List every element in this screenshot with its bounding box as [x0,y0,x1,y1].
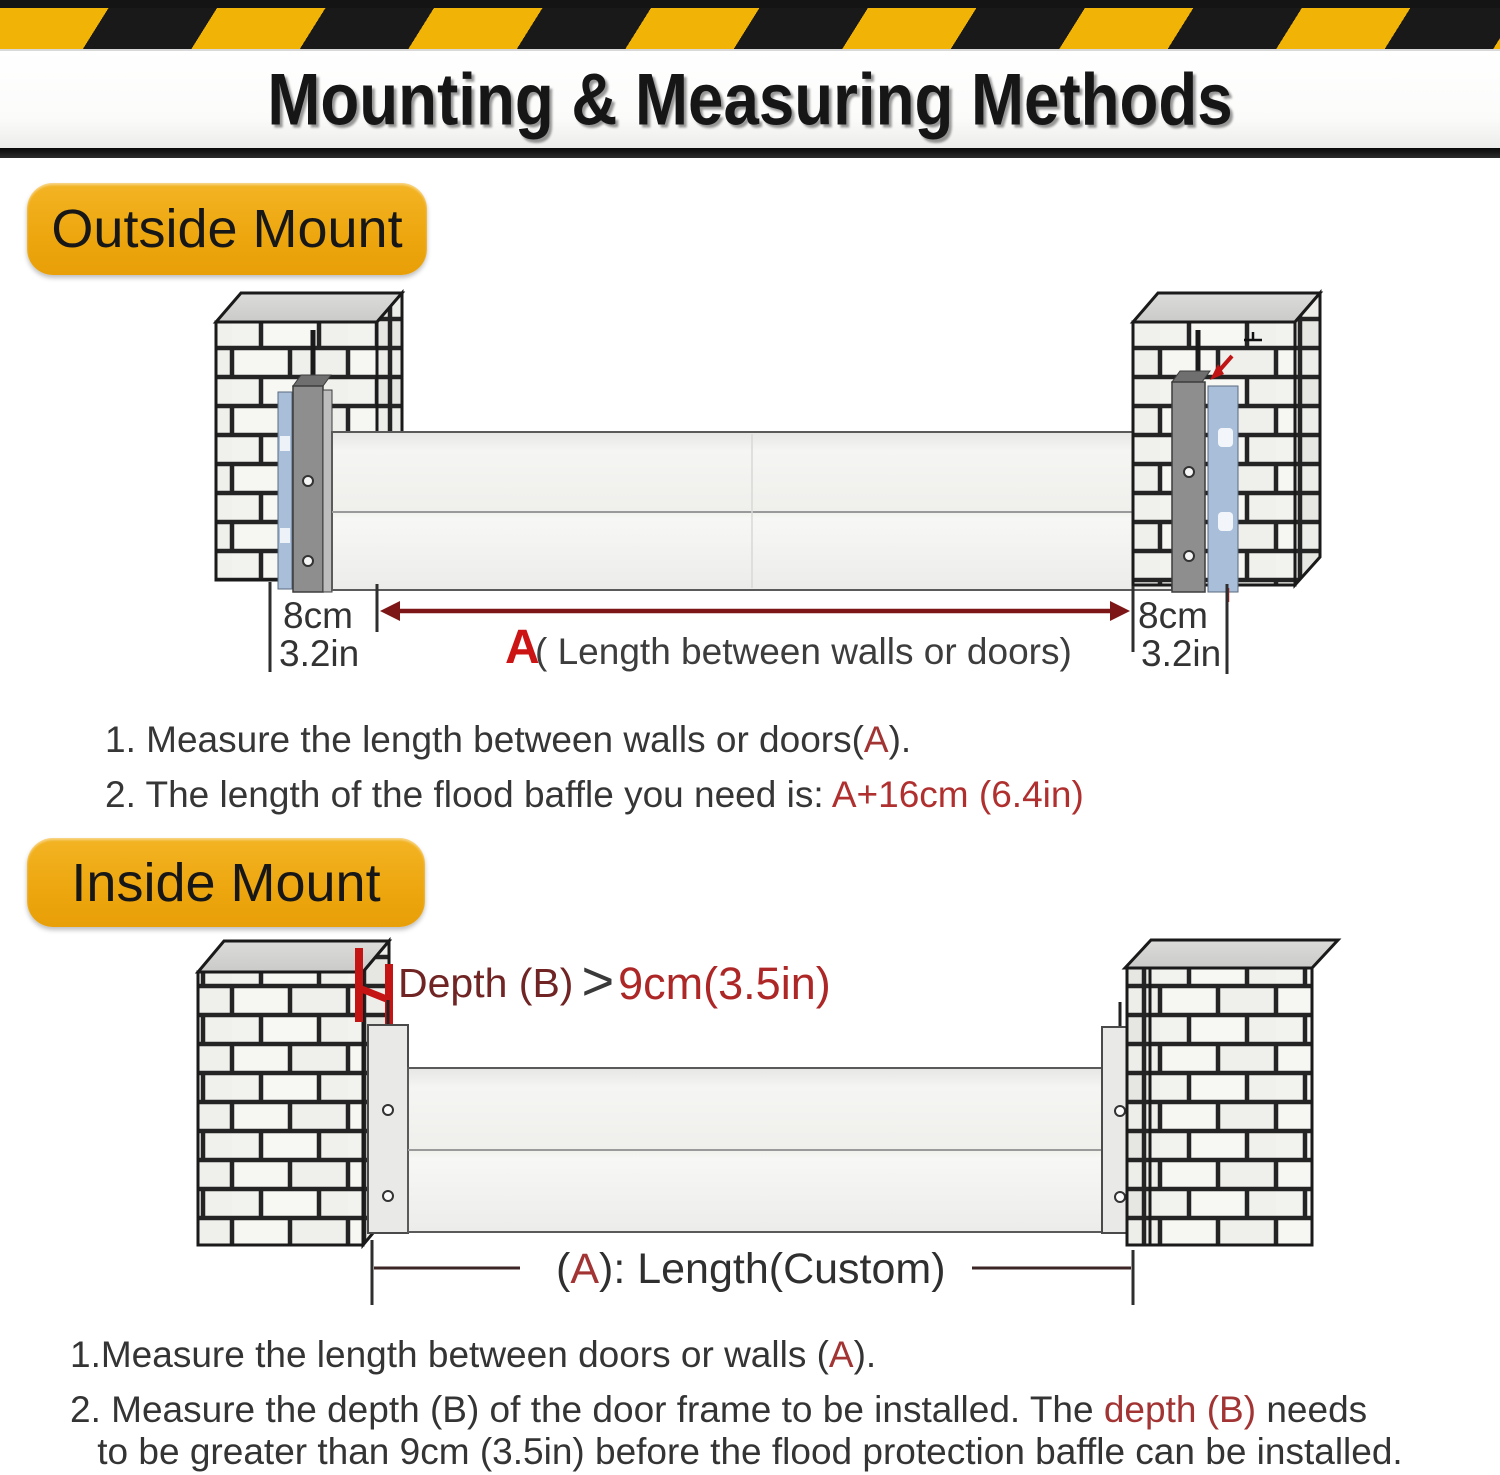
outside-flood-barrier [332,432,1172,590]
inside-step-2-depth: depth (B) [1103,1389,1257,1430]
outside-step-2: 2. The length of the flood baffle you need is: A+16cm (6.4in) [105,774,1084,815]
screw-hole [1184,467,1194,477]
outside-dim-left-in: 3.2in [279,633,360,674]
inside-dim-caption: (A): Length(Custom) [556,1245,946,1293]
outside-dim-right-cm: 8cm [1138,595,1208,636]
outside-mount-badge-label: Outside Mount [51,199,403,259]
inside-step-1: 1.Measure the length between doors or walls (A). [70,1334,877,1375]
inside-step-2: 2. Measure the depth (B) of the door frame to be installed. The depth (B) needs [70,1389,1368,1430]
depth-label: Depth (B) [398,960,574,1006]
inside-mount-badge-label: Inside Mount [71,852,381,913]
screw-hole [1115,1192,1125,1202]
outside-step-1: 1. Measure the length between walls or doors(A). [105,719,912,760]
outside-right-seal-strip [1208,386,1238,602]
page-title: Mounting & Measuring Methods [267,58,1233,141]
outside-dim-right-in: 3.2in [1141,633,1222,674]
depth-value: 9cm(3.5in) [618,957,831,1009]
depth-annotation [398,948,831,1019]
screw-hole [1184,551,1194,561]
inside-left-channel-bracket [368,1000,408,1233]
outside-step-1-a: A [863,719,889,760]
inside-flood-barrier [408,1068,1102,1232]
inside-step-1-a: A [828,1334,854,1375]
outside-dim-letter-a: A [505,621,540,674]
outside-dim-caption: ( Length between walls or doors) [535,631,1072,672]
screw-hole [303,476,313,486]
inside-step-2-continued: to be greater than 9cm (3.5in) before the flood protection baffle can be installed. [97,1431,1403,1472]
screw-hole [383,1105,393,1115]
inside-right-brick-pillar [1125,940,1338,1245]
greater-than-sign: > [581,949,615,1012]
screw-hole [1115,1106,1125,1116]
outside-left-seal-strip [278,392,292,589]
outside-step-2-value: A+16cm (6.4in) [831,774,1084,815]
inside-dim-letter-a: A [570,1245,600,1293]
outside-dim-left-cm: 8cm [283,595,353,636]
screw-hole [383,1191,393,1201]
screw-hole [303,556,313,566]
